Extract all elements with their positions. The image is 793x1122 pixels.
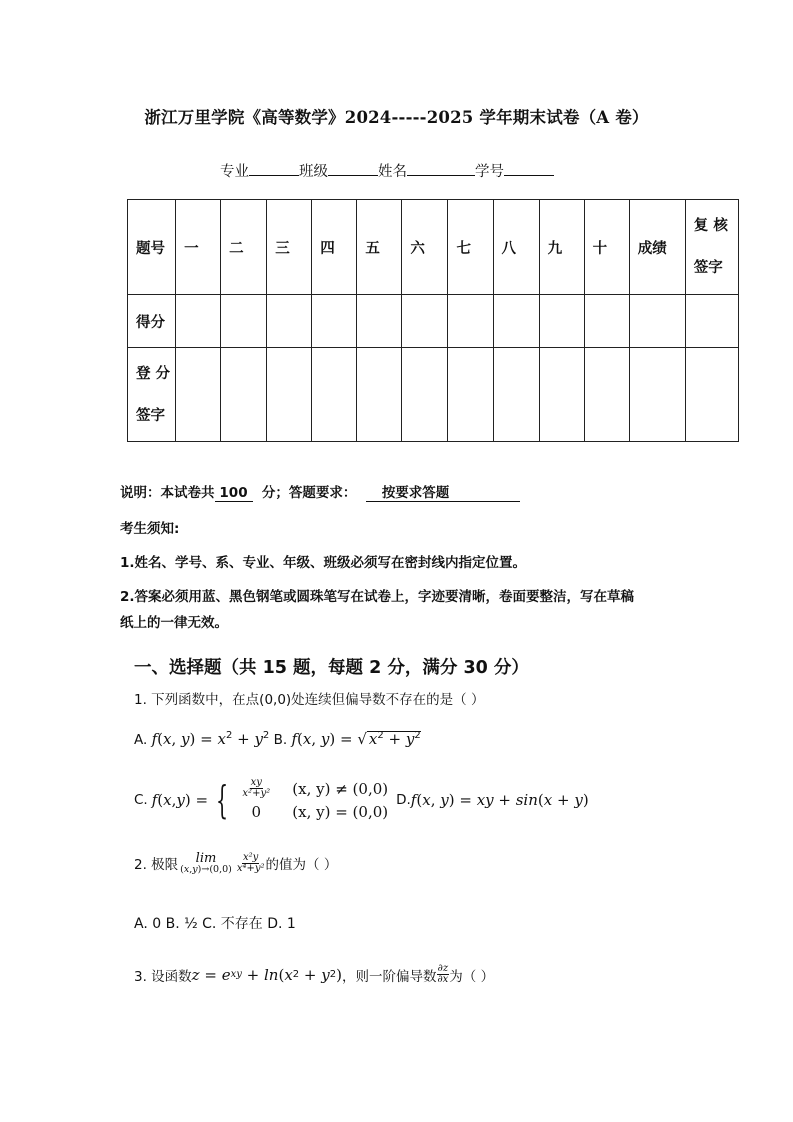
col-header: 十 bbox=[584, 200, 629, 295]
score-cell[interactable] bbox=[221, 295, 267, 348]
col-header: 九 bbox=[539, 200, 584, 295]
notice-item-1: 1.姓名、学号、系、专业、年级、班级必须写在密封线内指定位置。 bbox=[120, 555, 527, 571]
col-header: 三 bbox=[267, 200, 312, 295]
score-table bbox=[127, 199, 739, 442]
col-header: 七 bbox=[448, 200, 493, 295]
sign-cell[interactable] bbox=[267, 348, 312, 442]
score-cell[interactable] bbox=[402, 295, 448, 348]
login-sign-row bbox=[128, 348, 739, 442]
student-id-field[interactable] bbox=[504, 161, 554, 176]
sign-cell[interactable] bbox=[402, 348, 448, 442]
score-cell[interactable] bbox=[267, 295, 312, 348]
sign-cell[interactable] bbox=[629, 348, 685, 442]
sign-cell[interactable] bbox=[493, 348, 539, 442]
sign-cell[interactable] bbox=[539, 348, 584, 442]
exam-description: 说明：本试卷共 100 分；答题要求： 按要求答题 bbox=[120, 481, 520, 502]
class-label: 班级 bbox=[299, 164, 328, 180]
major-field[interactable] bbox=[249, 161, 299, 176]
question-number-row bbox=[128, 200, 739, 295]
question-number-header: 题号 bbox=[128, 200, 176, 295]
exam-title: 浙江万里学院《高等数学》2024-----2025 学年期末试卷（A 卷） bbox=[144, 108, 649, 127]
score-cell[interactable] bbox=[584, 295, 629, 348]
col-header: 八 bbox=[493, 200, 539, 295]
score-cell[interactable] bbox=[176, 295, 221, 348]
class-field[interactable] bbox=[328, 161, 378, 176]
major-label: 专业 bbox=[220, 164, 249, 180]
score-row bbox=[128, 295, 739, 348]
option-d-formula: f(x, y) = xy + sin(x + y) bbox=[410, 790, 589, 809]
total-score-value: 100 bbox=[215, 485, 253, 502]
score-cell[interactable] bbox=[493, 295, 539, 348]
sign-cell[interactable] bbox=[176, 348, 221, 442]
score-row-header: 得分 bbox=[128, 295, 176, 348]
name-label: 姓名 bbox=[378, 164, 407, 180]
name-field[interactable] bbox=[407, 161, 475, 176]
notice-item-2-line-2: 纸上的一律无效。 bbox=[120, 615, 228, 631]
login-sign-header: 登 分 签字 bbox=[128, 348, 176, 442]
score-cell[interactable] bbox=[685, 295, 738, 348]
col-header: 四 bbox=[312, 200, 357, 295]
notice-item-2-line-1: 2.答案必须用蓝、黑色钢笔或圆珠笔写在试卷上，字迹要清晰，卷面要整洁，写在草稿 bbox=[120, 589, 635, 605]
col-header: 一 bbox=[176, 200, 221, 295]
score-cell[interactable] bbox=[629, 295, 685, 348]
option-b-formula: f(x, y) = √ $x^2 + y^2$ bbox=[291, 730, 421, 748]
option-c-piecewise: $\frac{xy}{\text{x²+y²}}$ (x, y) ≠ (0,0) 0 (x, y) = (0,0) bbox=[242, 777, 389, 821]
sign-cell[interactable] bbox=[221, 348, 267, 442]
sign-cell[interactable] bbox=[448, 348, 493, 442]
score-cell[interactable] bbox=[539, 295, 584, 348]
question-1-stem: 1. 下列函数中，在点(0,0)处连续但偏导数不存在的是（ ） bbox=[134, 692, 485, 708]
question-2-options: A. 0 B. ½ C. 不存在 D. 1 bbox=[134, 916, 296, 932]
sign-cell[interactable] bbox=[584, 348, 629, 442]
sign-cell[interactable] bbox=[685, 348, 738, 442]
sign-cell[interactable] bbox=[357, 348, 402, 442]
student-info-line bbox=[220, 160, 554, 181]
answer-requirement: 按要求答题 bbox=[366, 481, 520, 502]
col-header: 五 bbox=[357, 200, 402, 295]
col-header: 二 bbox=[221, 200, 267, 295]
col-header: 六 bbox=[402, 200, 448, 295]
question-3-stem: 3. 设函数 z = e xy + ln ( x 2 + y 2 ) ，则一阶偏导数 $\frac{\partial z}{\partial x}$ 为（ ） bbox=[134, 963, 495, 985]
total-score-header: 成绩 bbox=[629, 200, 685, 295]
sign-cell[interactable] bbox=[312, 348, 357, 442]
score-cell[interactable] bbox=[312, 295, 357, 348]
section-heading: 一、选择题（共 15 题，每题 2 分，满分 30 分） bbox=[134, 658, 529, 678]
question-1-options-cd: C. f ( x , y ) = { $\frac{xy}{\text{x²+y²}}$ (x, y) ≠ (0,0) 0 (x, y) = (0,0) D. f(x, y) = xy + sin(x + y) bbox=[134, 777, 589, 822]
question-1-options-ab: A. f(x, $y) = x^2 + y^2$ B. f(x, y) = √ $x^2 + y^2$ bbox=[134, 730, 421, 748]
question-2-stem: 2. 极限 lim (x,y)→(0,0) $\frac{\text{x²y}}{\text{x⁴+y²}}$ 的值为（ ） bbox=[134, 851, 338, 875]
student-id-label: 学号 bbox=[475, 164, 504, 180]
review-sign-header: 复 核 签字 bbox=[685, 200, 738, 295]
score-cell[interactable] bbox=[448, 295, 493, 348]
score-cell[interactable] bbox=[357, 295, 402, 348]
notice-title: 考生须知: bbox=[120, 521, 180, 537]
option-a-formula: f(x, $y) = x^2 + y^2$ bbox=[151, 730, 270, 748]
